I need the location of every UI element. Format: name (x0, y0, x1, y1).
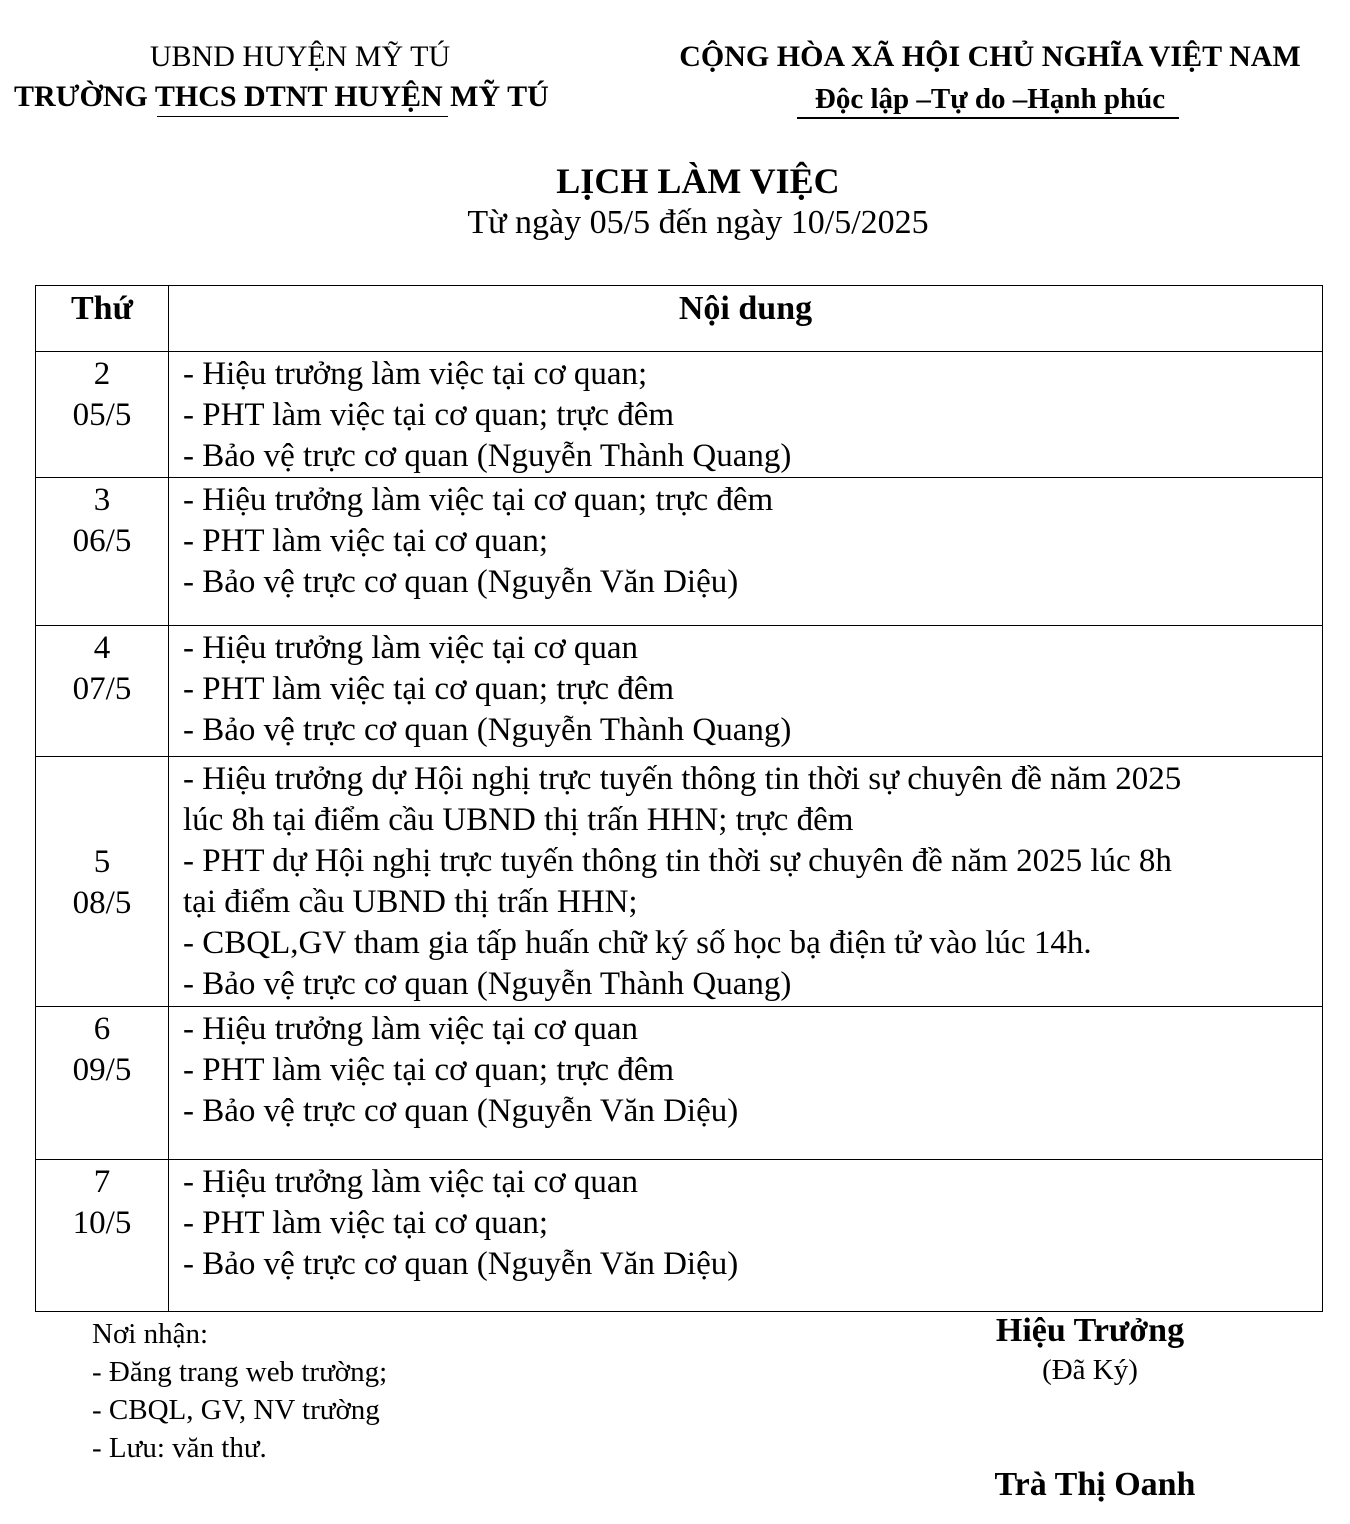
content-line: - Bảo vệ trực cơ quan (Nguyễn Văn Diệu) (183, 564, 739, 600)
schedule-table (35, 285, 1323, 1312)
content-line: - PHT làm việc tại cơ quan; (183, 1205, 549, 1241)
content-line: - PHT làm việc tại cơ quan; trực đêm (183, 671, 675, 707)
signer-name: Trà Thị Oanh (994, 1466, 1196, 1503)
content-line: - Bảo vệ trực cơ quan (Nguyễn Thành Quang) (183, 438, 792, 474)
content-line: tại điểm cầu UBND thị trấn HHN; (183, 884, 638, 920)
content-line: - Hiệu trưởng làm việc tại cơ quan; trực đêm (183, 482, 774, 518)
school-underline (157, 116, 448, 117)
column-header-content: Nội dung (169, 286, 1323, 352)
content-line: - PHT làm việc tại cơ quan; trực đêm (183, 1052, 675, 1088)
school-name: TRƯỜNG THCS DTNT HUYỆN MỸ TÚ (14, 80, 549, 113)
day-date: 05/5 (72, 397, 132, 433)
day-cell (36, 1007, 169, 1160)
recipient-item: - Đăng trang web trường; (92, 1356, 388, 1388)
day-cell (36, 626, 169, 757)
motto-underline (797, 117, 1179, 119)
signer-title: Hiệu Trưởng (995, 1312, 1185, 1349)
content-line: - Hiệu trưởng dự Hội nghị trực tuyến thông tin thời sự chuyên đề năm 2025 (183, 761, 1182, 797)
content-line: - PHT làm việc tại cơ quan; (183, 523, 549, 559)
content-line: - Bảo vệ trực cơ quan (Nguyễn Thành Quang) (183, 966, 792, 1002)
table-row (36, 1160, 1323, 1312)
table-row (36, 352, 1323, 478)
column-header-day: Thứ (36, 286, 169, 352)
content-cell (169, 626, 1323, 757)
content-cell (169, 352, 1323, 478)
day-date: 06/5 (72, 523, 132, 559)
content-line: - Hiệu trưởng làm việc tại cơ quan (183, 1011, 639, 1047)
day-cell (36, 757, 169, 1007)
day-date: 07/5 (72, 671, 132, 707)
content-line: - Bảo vệ trực cơ quan (Nguyễn Thành Quang) (183, 712, 792, 748)
day-date: 10/5 (72, 1205, 132, 1241)
day-number: 4 (93, 630, 111, 666)
signer-status: (Đã Ký) (1042, 1354, 1138, 1386)
table-row (36, 478, 1323, 626)
content-line: - CBQL,GV tham gia tấp huấn chữ ký số học bạ điện tử vào lúc 14h. (183, 925, 1092, 961)
content-cell (169, 757, 1323, 1007)
day-number: 6 (93, 1011, 111, 1047)
day-number: 3 (93, 482, 111, 518)
day-number: 5 (93, 843, 111, 880)
content-cell (169, 478, 1323, 626)
content-line: - Hiệu trưởng làm việc tại cơ quan (183, 630, 639, 666)
day-number: 7 (93, 1164, 111, 1200)
recipients-title: Nơi nhận: (92, 1318, 209, 1350)
recipient-item: - CBQL, GV, NV trường (92, 1394, 380, 1426)
content-cell (169, 1160, 1323, 1312)
content-line: - Bảo vệ trực cơ quan (Nguyễn Văn Diệu) (183, 1246, 739, 1282)
content-cell (169, 1007, 1323, 1160)
content-line: - Bảo vệ trực cơ quan (Nguyễn Văn Diệu) (183, 1093, 739, 1129)
content-line: - Hiệu trưởng làm việc tại cơ quan (183, 1164, 639, 1200)
content-line: - PHT dự Hội nghị trực tuyến thông tin thời sự chuyên đề năm 2025 lúc 8h (183, 843, 1172, 879)
agency-name: UBND HUYỆN MỸ TÚ (149, 40, 451, 73)
table-row (36, 1007, 1323, 1160)
nation-motto: Độc lập –Tự do –Hạnh phúc (814, 83, 1166, 115)
document-title: LỊCH LÀM VIỆC (556, 161, 840, 201)
content-line: - PHT làm việc tại cơ quan; trực đêm (183, 397, 675, 433)
day-date: 09/5 (72, 1052, 132, 1088)
table-header-row (36, 286, 1323, 352)
table-row (36, 757, 1323, 1007)
day-cell (36, 1160, 169, 1312)
day-cell (36, 352, 169, 478)
content-line: - Hiệu trưởng làm việc tại cơ quan; (183, 356, 648, 392)
recipient-item: - Lưu: văn thư. (92, 1432, 267, 1464)
table-row (36, 626, 1323, 757)
day-date: 08/5 (72, 884, 132, 921)
document-subtitle: Từ ngày 05/5 đến ngày 10/5/2025 (467, 204, 929, 241)
day-cell (36, 478, 169, 626)
content-line: lúc 8h tại điểm cầu UBND thị trấn HHN; trực đêm (183, 802, 854, 838)
nation-title: CỘNG HÒA XÃ HỘI CHỦ NGHĨA VIỆT NAM (679, 40, 1301, 73)
day-number: 2 (93, 356, 111, 392)
